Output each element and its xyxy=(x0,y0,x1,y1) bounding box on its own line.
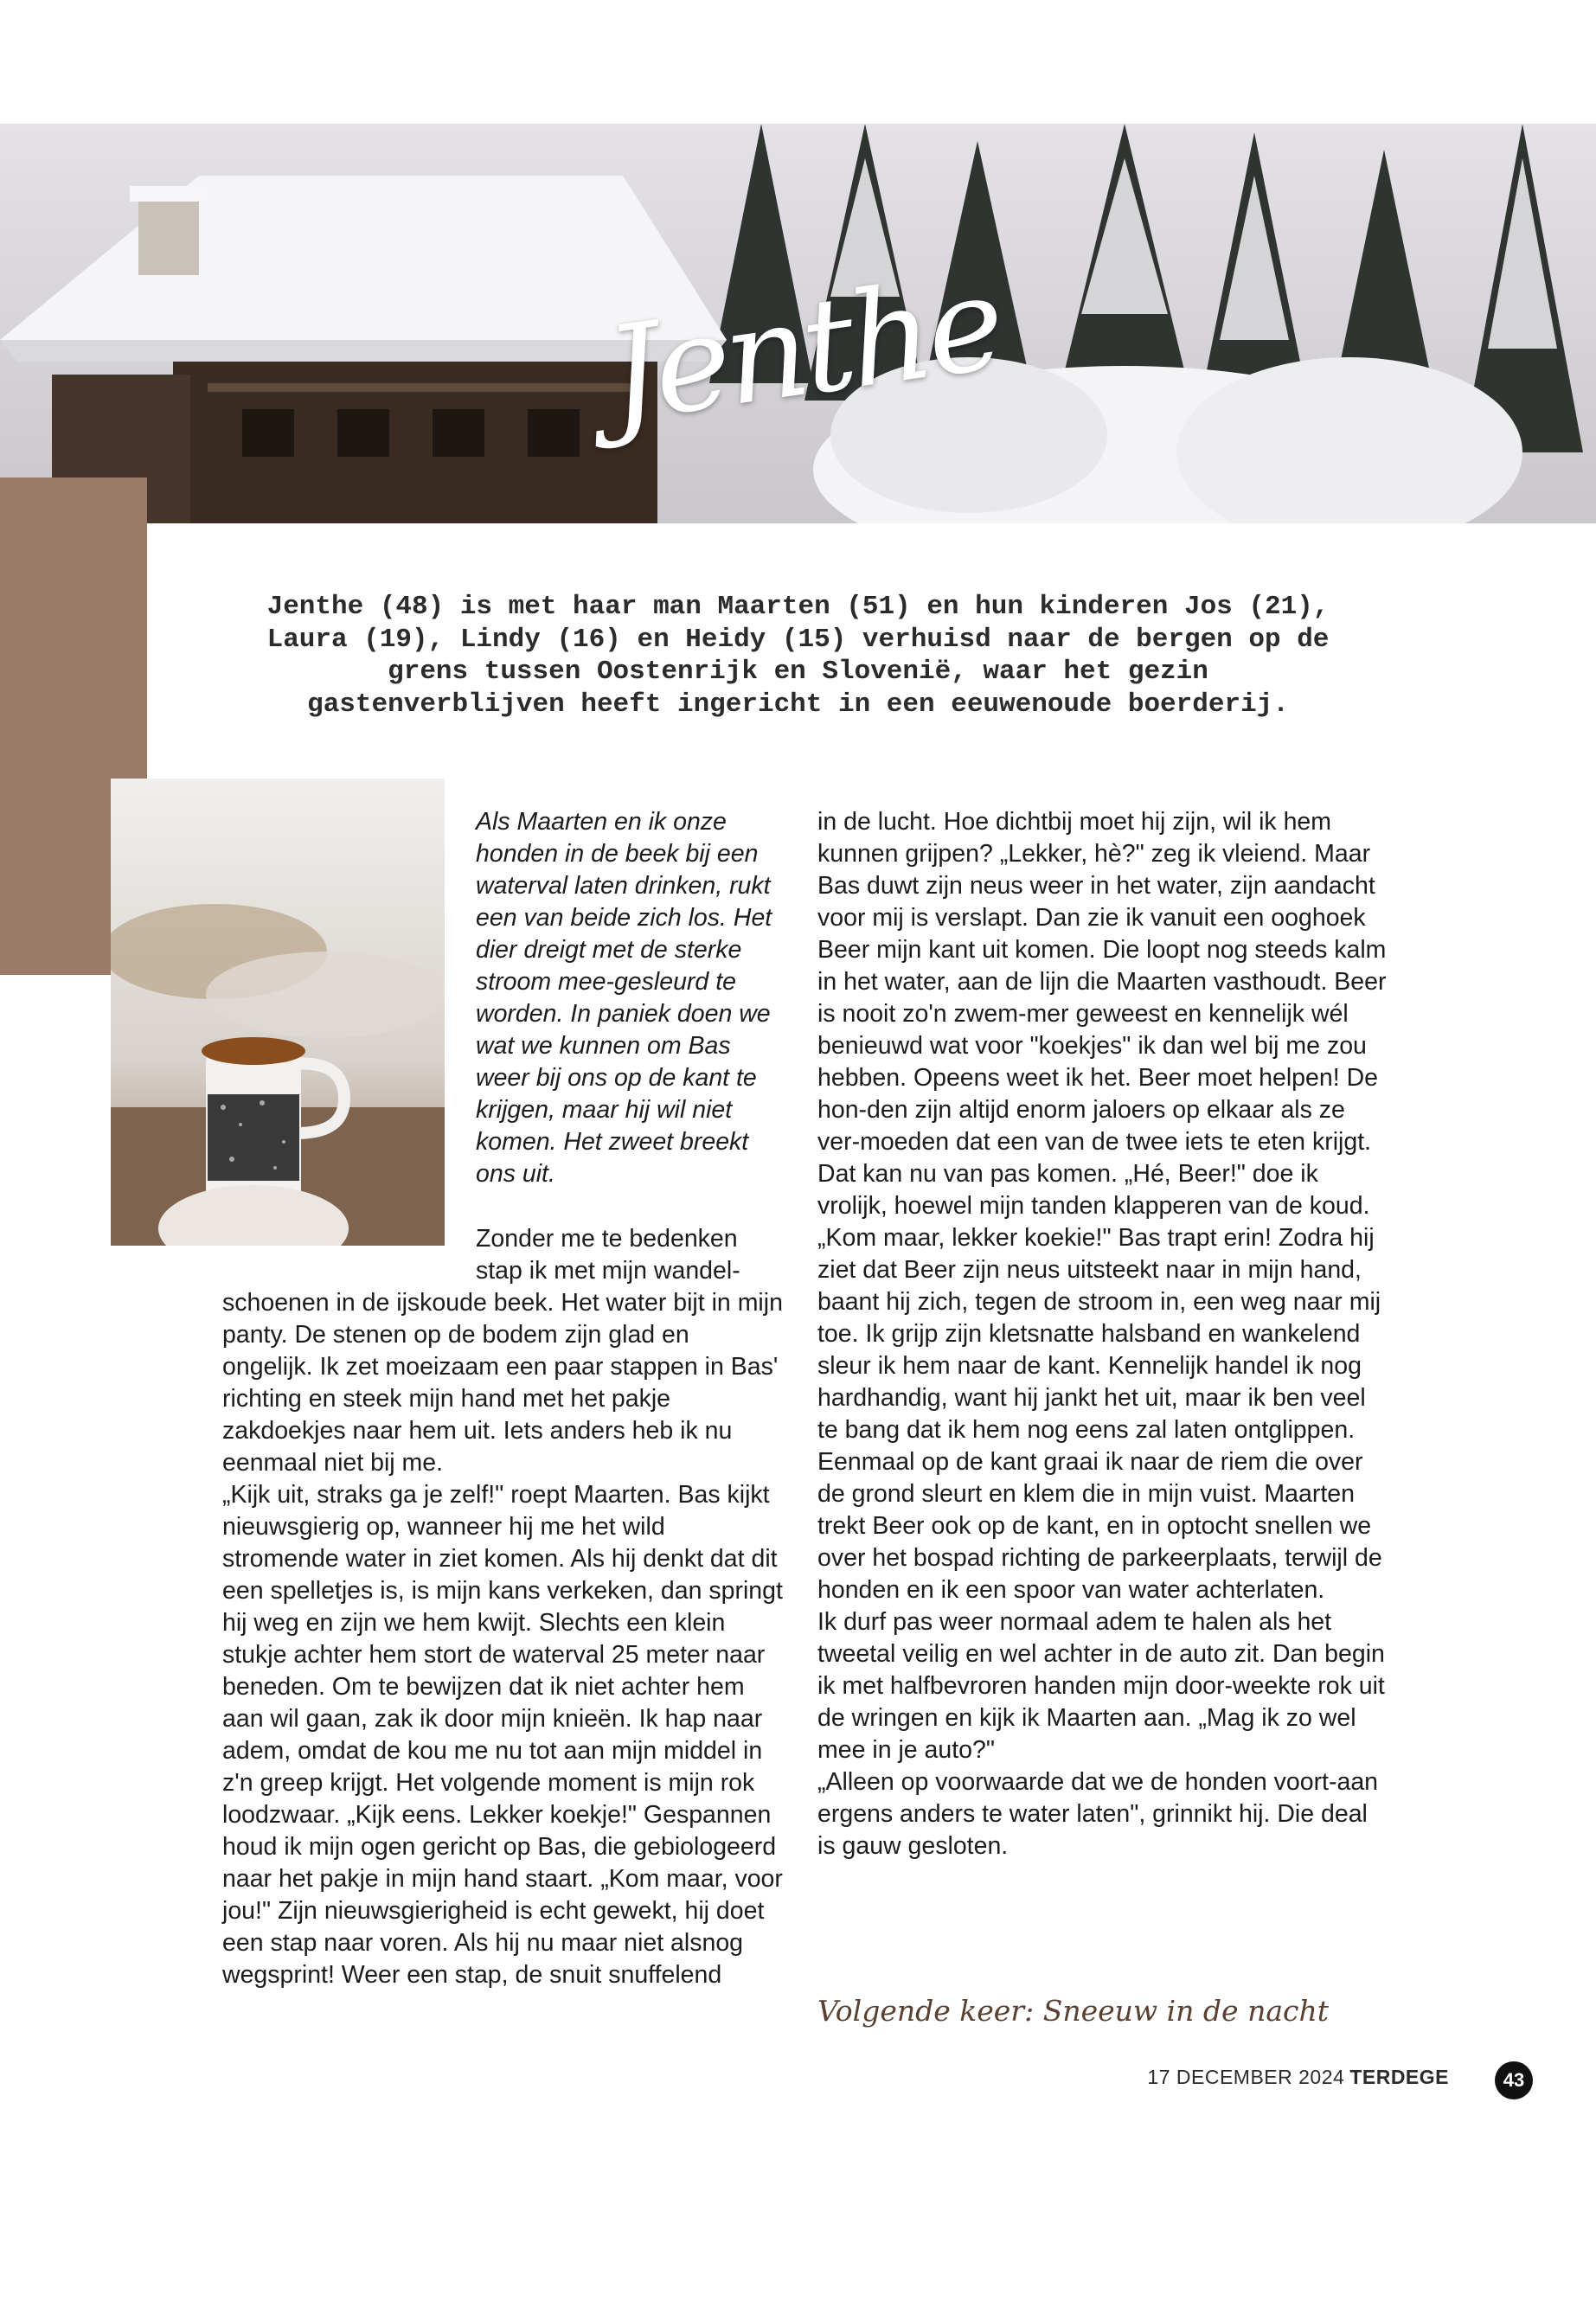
hero-photo xyxy=(0,124,1596,523)
intro-text: Jenthe (48) is met haar man Maarten (51) en hun kinderen Jos (21), Laura (19), Lindy (16) en Heidy (15) verhuisd naar de bergen op de grens tussen Oostenrijk en Slovenië, waar het gezin gastenverblijven heeft ingericht in een eeuwenoude boerderij. xyxy=(266,592,1330,720)
magazine-brand: TERDEGE xyxy=(1349,2066,1449,2088)
hero-title: Jenthe xyxy=(597,247,1009,452)
tea-mug-illustration xyxy=(111,779,445,1246)
body-paragraph: in de lucht. Hoe dichtbij moet hij zijn, wil ik hem kunnen grijpen? „Lekker, hè?" zeg ik vleiend. Maar Bas duwt zijn neus weer in het water, zijn aandacht voor mij is verslapt. Dan zie ik vanuit een ooghoek Beer mijn kant uit komen. Die loopt nog steeds kalm in het water, aan de lijn die Maarten vasthoudt. Beer is nooit zo'n zwem-mer geweest en kennelijk wél benieuwd wat voor "koekjes" ik dan wel bij me zou hebben. Opeens weet ik het. Beer moet helpen! De hon-den zijn altijd enorm jaloers op elkaar als ze ver-moeden dat een van de twee iets te eten krijgt. Dat kan nu van pas komen. „Hé, Beer!" doe ik vrolijk, hoewel mijn tanden klapperen van de koud. „Kom maar, lekker koekie!" Bas trapt erin! Zodra hij ziet dat Beer zijn neus uitsteekt naar in mijn hand, baant hij zich, tegen de stroom in, een weg naar mij toe. Ik grijp zijn kletsnatte halsband en wankelend sleur ik hem naar de kant. Kennelijk handel ik nog hardhandig, want hij jankt het uit, maar ik ben veel te bang dat ik hem nog eens zal laten ontglippen. Eenmaal op de kant graai ik naar de riem die over de grond sleurt en klem die in mijn vuist. Maarten trekt Beer ook op de kant, en in optocht snellen we over het bospad richting de parkeerplaats, terwijl de honden en ik een spoor van water achterlaten. xyxy=(817,808,1387,1604)
column-1 xyxy=(222,1287,785,1991)
page-number: 43 xyxy=(1495,2061,1533,2099)
next-episode-teaser: Volgende keer: Sneeuw in de nacht xyxy=(817,1994,1329,2028)
body-paragraph: schoenen in de ijskoude beek. Het water bijt in mijn panty. De stenen op de bodem zijn glad en ongelijk. Ik zet moeizaam een paar stappen in Bas' richting en steek mijn hand met het pakje zakdoekjes naar hem uit. Iets anders heb ik nu eenmaal niet bij me. xyxy=(222,1289,783,1477)
lead-paragraph: Als Maarten en ik onze honden in de beek bij een waterval laten drinken, rukt een van beide zich los. Het dier dreigt met de sterke stroom mee-gesleurd te worden. In paniek doen we wat we kunnen om Bas weer bij ons op de kant te krijgen, maar hij wil niet komen. Het zweet breekt ons uit. xyxy=(476,808,772,1188)
column-2 xyxy=(817,806,1388,1862)
body-paragraph: „Alleen op voorwaarde dat we de honden voort-aan ergens anders te water laten", grinnikt hij. Die deal is gauw gesloten. xyxy=(817,1768,1379,1860)
issue-date: 17 DECEMBER 2024 xyxy=(1147,2066,1345,2088)
body-paragraph: „Kijk uit, straks ga je zelf!" roept Maarten. Bas kijkt nieuwsgierig op, wanneer hij me het wild stromende water in ziet komen. Als hij denkt dat dit een spelletjes is, is mijn kans verkeken, dan springt hij weg en zijn we hem kwijt. Slechts een klein stukje achter hem stort de waterval 25 meter naar beneden. Om te bewijzen dat ik niet achter hem aan wil gaan, zak ik door mijn knieën. Ik hap naar adem, omdat de kou me nu tot aan mijn middel in z'n greep krijgt. Het volgende moment is mijn rok loodzwaar. „Kijk eens. Lekker koekje!" Gespannen houd ik mijn ogen gericht op Bas, die gebiologeerd naar het pakje in mijn hand staart. „Kom maar, voor jou!" Zijn nieuwsgierigheid is echt gewekt, hij doet een stap naar voren. Als hij nu maar niet alsnog wegsprint! Weer een stap, de snuit snuffelend xyxy=(222,1481,783,1989)
body-opening: Zonder me te bedenken stap ik met mijn wandel- xyxy=(476,1225,740,1285)
footer xyxy=(1147,2066,1449,2089)
tea-mug-photo xyxy=(111,779,445,1246)
body-paragraph: Ik durf pas weer normaal adem te halen als het tweetal veilig en wel achter in de auto zit. Dan begin ik met halfbevroren handen mijn door-weekte rok uit de wringen en kijk ik Maarten aan. „Mag ik zo wel mee in je auto?" xyxy=(817,1608,1385,1764)
